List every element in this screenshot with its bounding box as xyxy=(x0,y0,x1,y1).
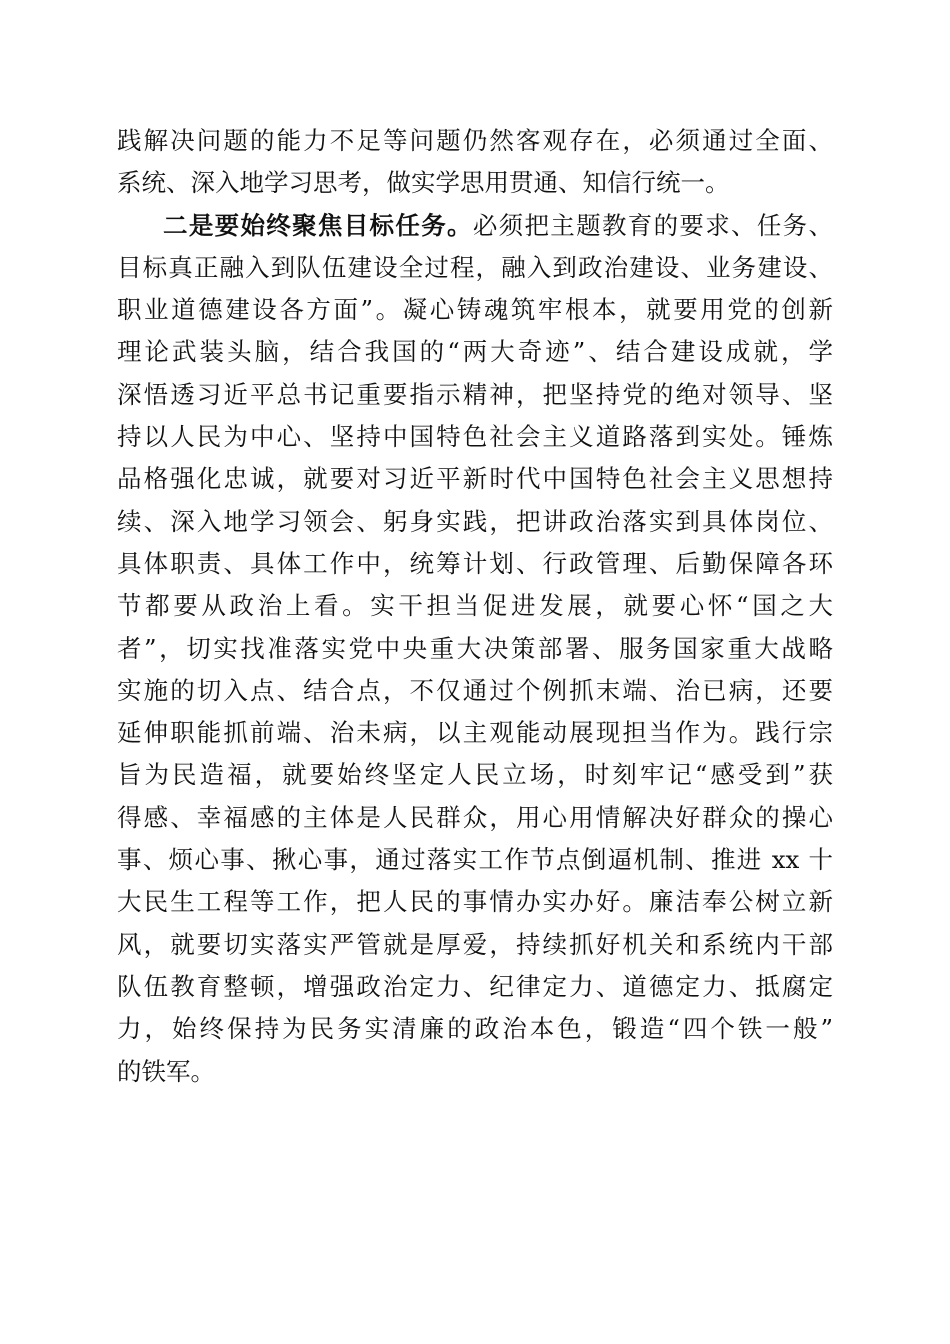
text-line: 旨为民造福，就要始终坚定人民立场，时刻牢记“感受到”获 xyxy=(117,760,833,790)
text-line: 事、烦心事、揪心事，通过落实工作节点倒逼机制、推进 xx 十 xyxy=(117,845,833,875)
text-line: 续、深入地学习领会、躬身实践，把讲政治落实到具体岗位、 xyxy=(117,506,833,536)
text-line: 深悟透习近平总书记重要指示精神，把坚持党的绝对领导、坚 xyxy=(117,379,833,409)
text-line: 力，始终保持为民务实清廉的政治本色，锻造“四个铁一般” xyxy=(117,1014,833,1044)
text-line: 职业道德建设各方面”。凝心铸魂筑牢根本，就要用党的创新 xyxy=(117,295,833,325)
text-line: 目标真正融入到队伍建设全过程，融入到政治建设、业务建设、 xyxy=(117,252,833,282)
text-line: 实施的切入点、结合点，不仅通过个例抓末端、治已病，还要 xyxy=(117,675,833,705)
text-line: 队伍教育整顿，增强政治定力、纪律定力、道德定力、抵腐定 xyxy=(117,971,833,1001)
text-line: 持以人民为中心、坚持中国特色社会主义道路落到实处。锤炼 xyxy=(117,422,833,452)
text-line: 品格强化忠诚，就要对习近平新时代中国特色社会主义思想持 xyxy=(117,464,833,494)
text-line: 延伸职能抓前端、治未病，以主观能动展现担当作为。践行宗 xyxy=(117,718,833,748)
text-line: 理论武装头脑，结合我国的“两大奇迹”、结合建设成就，学 xyxy=(117,337,833,367)
text-line: 得感、幸福感的主体是人民群众，用心用情解决好群众的操心 xyxy=(117,802,833,832)
paragraph-start-line xyxy=(117,205,833,247)
text-line: 践解决问题的能力不足等问题仍然客观存在，必须通过全面、 xyxy=(117,126,833,155)
text-line: 风，就要切实落实严管就是厚爱，持续抓好机关和系统内干部 xyxy=(117,929,833,959)
text-line: 系统、深入地学习思考，做实学思用贯通、知信行统一。 xyxy=(117,168,730,198)
text-line: 具体职责、具体工作中，统筹计划、行政管理、后勤保障各环 xyxy=(117,548,833,578)
text-line: 大民生工程等工作，把人民的事情办实办好。廉洁奉公树立新 xyxy=(117,887,833,917)
document-body xyxy=(117,120,833,1093)
paragraph-heading: 二是要始终聚焦目标任务。 xyxy=(163,210,473,240)
text-line: 的铁军。 xyxy=(117,1056,215,1086)
text-line: 者”，切实找准落实党中央重大决策部署、服务国家重大战略 xyxy=(117,633,833,663)
text-line: 节都要从政治上看。实干担当促进发展，就要心怀“国之大 xyxy=(117,591,833,621)
text-line-rest: 必须把主题教育的要求、任务、 xyxy=(472,210,834,240)
